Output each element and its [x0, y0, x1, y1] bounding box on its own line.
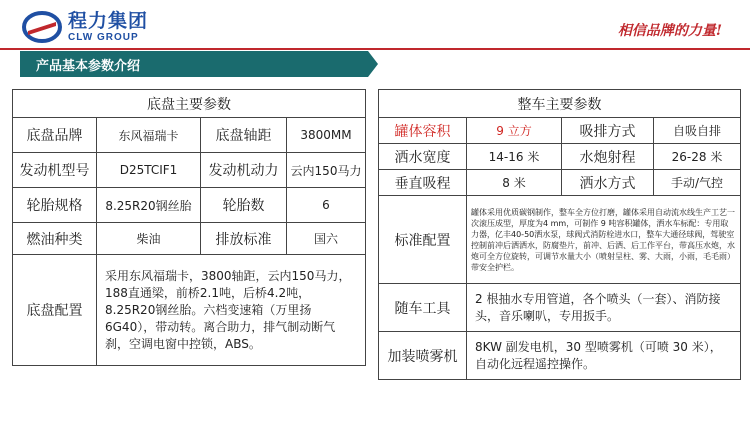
chassis-config-text: 采用东风福瑞卡，3800轴距，云内150马力，188直通梁，前桥2.1吨，后桥4.2吨，8.25R20钢丝胎。六档变速箱（万里扬6G40），带动转。离合助力，排气制动断气刹，空调电窗中控锁，ABS。	[97, 255, 366, 366]
vehicle-label: 洒水方式	[562, 170, 654, 196]
chassis-table-title: 底盘主要参数	[13, 90, 366, 118]
chassis-label: 发动机动力	[201, 153, 287, 188]
chassis-label: 排放标准	[201, 223, 287, 255]
vehicle-label: 水炮射程	[562, 144, 654, 170]
logo-chinese-name: 程力集团	[68, 9, 149, 32]
vehicle-label: 垂直吸程	[379, 170, 467, 196]
section-title-banner: 产品基本参数介绍	[20, 51, 368, 77]
clw-logo-icon	[22, 10, 62, 44]
standard-config-text: 罐体采用优质碳钢制作，整车全方位打磨，罐体采用自动流水线生产工艺一次滚压成型，厚度为4 mm，可制作 9 吨容积罐体，洒水车标配：专用取力器，亿丰40-50洒水泵，球阀式消防栓进水口，整车大通径球阀，驾驶室控制前冲后洒洒水，防腐垫片，前冲、后洒、后工作平台，带高压水炮，水炮可全方位旋转，可调节水量大小（喷射呈柱、雾、大雨，小雨，毛毛雨）带安全护栏。	[467, 196, 741, 284]
vehicle-value: 8 米	[467, 170, 562, 196]
vehicle-table-title: 整车主要参数	[379, 90, 741, 118]
chassis-label: 底盘品牌	[13, 118, 97, 153]
vehicle-label: 罐体容积	[379, 118, 467, 144]
vehicle-value: 9 立方	[467, 118, 562, 144]
vehicle-table	[378, 89, 741, 380]
chassis-label: 轮胎规格	[13, 188, 97, 223]
chassis-label: 燃油种类	[13, 223, 97, 255]
vehicle-value: 手动/气控	[654, 170, 741, 196]
chassis-value: 8.25R20钢丝胎	[97, 188, 201, 223]
vehicle-value: 26-28 米	[654, 144, 741, 170]
chassis-value: 国六	[287, 223, 366, 255]
fog-machine-label: 加装喷雾机	[379, 332, 467, 380]
fog-machine-text: 8KW 副发电机，30 型喷雾机（可喷 30 米），自动化远程遥控操作。	[467, 332, 741, 380]
chassis-value: 柴油	[97, 223, 201, 255]
header-divider	[0, 48, 750, 50]
tools-label: 随车工具	[379, 284, 467, 332]
vehicle-value: 自吸自排	[654, 118, 741, 144]
chassis-value: 3800MM	[287, 118, 366, 153]
chassis-value: 6	[287, 188, 366, 223]
chassis-label: 底盘轴距	[201, 118, 287, 153]
vehicle-value: 14-16 米	[467, 144, 562, 170]
chassis-config-label: 底盘配置	[13, 255, 97, 366]
tools-text: 2 根抽水专用管道，各个喷头（一套）、消防接头，音乐喇叭，专用扳手。	[467, 284, 741, 332]
chassis-value: D25TCIF1	[97, 153, 201, 188]
slogan: 相信品牌的力量!	[617, 23, 722, 39]
logo-english-name: CLW GROUP	[68, 31, 139, 43]
chassis-label: 轮胎数	[201, 188, 287, 223]
vehicle-label: 吸排方式	[562, 118, 654, 144]
company-logo	[22, 8, 148, 46]
chassis-table	[12, 89, 366, 366]
chassis-label: 发动机型号	[13, 153, 97, 188]
chassis-value: 东风福瑞卡	[97, 118, 201, 153]
standard-config-label: 标准配置	[379, 196, 467, 284]
vehicle-label: 洒水宽度	[379, 144, 467, 170]
chassis-value: 云内150马力	[287, 153, 366, 188]
